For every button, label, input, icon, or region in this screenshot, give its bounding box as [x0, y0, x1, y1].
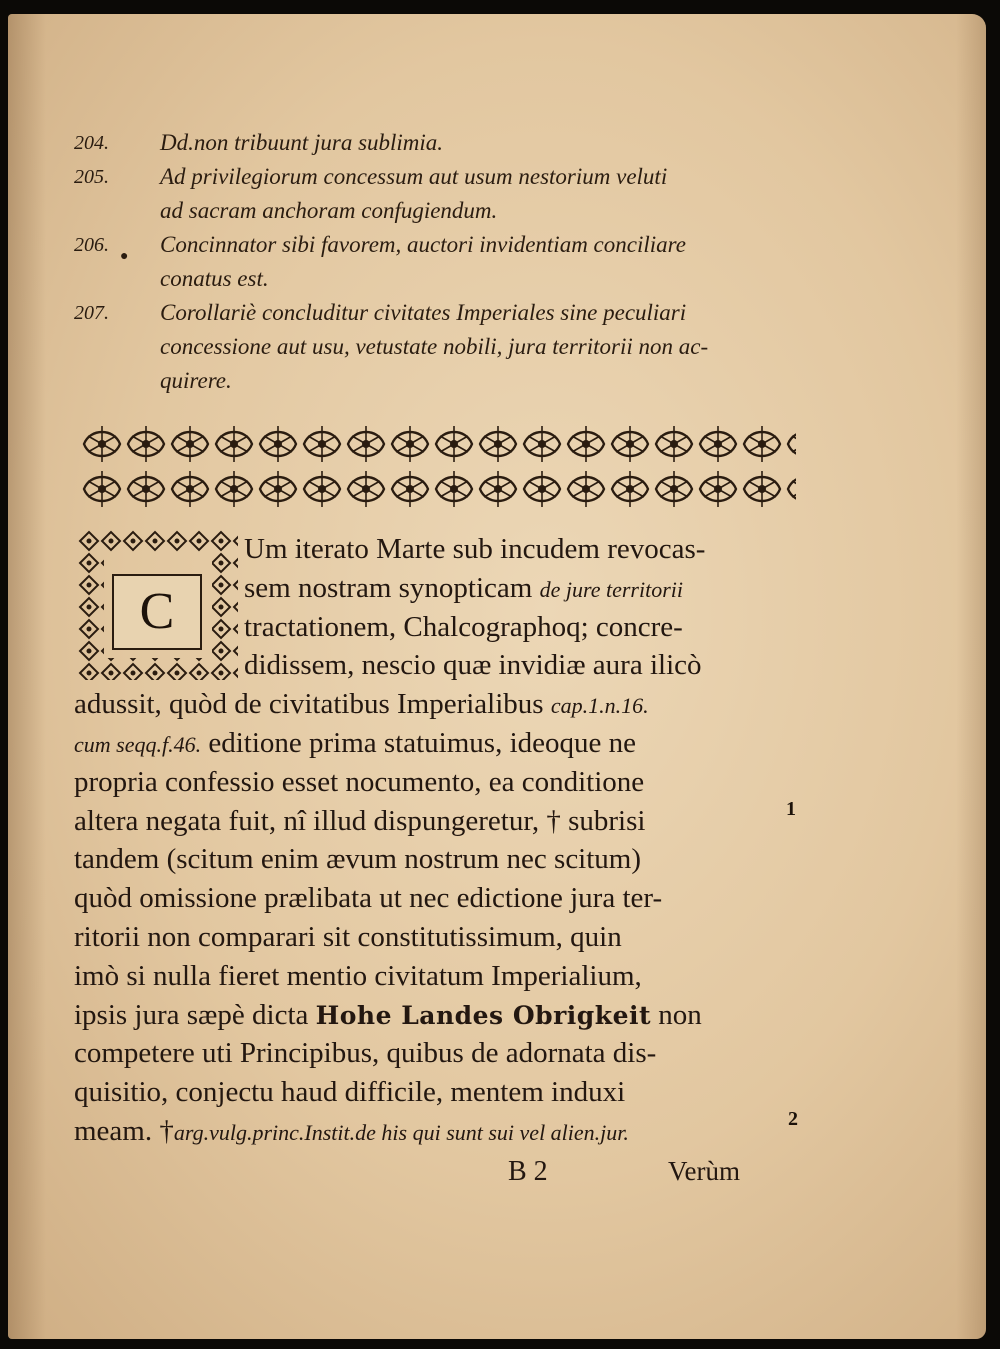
summary-text: ad sacram anchoram confugiendum. — [160, 198, 498, 223]
text-run: adussit, quòd de civitatibus Imperialibus — [74, 688, 551, 721]
text-line — [74, 840, 834, 879]
summary-number: 205. — [74, 166, 109, 188]
text-line — [74, 724, 834, 763]
catchword: Verùm — [668, 1156, 740, 1186]
page-shadow-right — [956, 14, 986, 1339]
citation: cum seqq.f.46. — [74, 731, 202, 757]
text-run: meam. † — [74, 1114, 174, 1147]
decorative-ornament-band — [80, 422, 796, 512]
text-line — [74, 608, 834, 647]
drop-cap-initial: C — [112, 574, 202, 650]
margin-note-number: 1 — [786, 798, 796, 820]
text-line — [74, 1034, 834, 1073]
summary-text: quirere. — [160, 368, 232, 393]
text-run: Um iterato Marte sub incudem revocas- — [244, 533, 706, 565]
book-page — [8, 14, 986, 1339]
summary-entry — [74, 364, 814, 398]
summary-text: Ad privilegiorum concessum aut usum nestorium veluti — [160, 164, 668, 189]
text-line — [74, 1112, 834, 1151]
main-text — [74, 530, 834, 1151]
text-run: competere uti Principibus, quibus de adornata dis- — [74, 1037, 657, 1070]
text-run: quisitio, conjectu haud difficile, mentem induxi — [74, 1076, 626, 1109]
text-line — [74, 918, 834, 957]
text-line — [74, 879, 834, 918]
summary-entry — [74, 330, 814, 364]
text-line — [74, 957, 834, 996]
text-line — [74, 996, 834, 1035]
signature-mark: B 2 — [508, 1156, 548, 1187]
text-run: ipsis jura sæpè dicta — [74, 998, 316, 1031]
summary-text: concessione aut usu, vetustate nobili, jura territorii non ac- — [160, 334, 709, 359]
summary-list — [74, 126, 814, 398]
text-run: propria confessio esset nocumento, ea conditione — [74, 765, 645, 798]
text-run: tractationem, Chalcographoq; concre- — [244, 610, 683, 643]
text-line — [74, 569, 834, 608]
citation: arg.vulg.princ.Instit.de his qui sunt sui vel alien.jur. — [173, 1119, 629, 1145]
bullet-marker: ● — [120, 249, 129, 264]
summary-text: Concinnator sibi favorem, auctori invidentiam conciliare — [160, 232, 686, 257]
text-run: quòd omissione prælibata ut nec edictione jura ter- — [74, 882, 663, 915]
text-run: imò si nulla fieret mentio civitatum Imperialium, — [74, 959, 642, 992]
text-run: ritorii non comparari sit constitutissimum, quin — [74, 920, 622, 953]
summary-text: Dd.non tribuunt jura sublimia. — [160, 130, 444, 155]
text-line — [74, 530, 834, 569]
summary-entry — [74, 126, 814, 160]
text-line — [74, 1073, 834, 1112]
blackletter-phrase: Hohe Landes Obrigkeit — [315, 1000, 652, 1030]
summary-text: conatus est. — [160, 266, 269, 291]
summary-entry — [74, 160, 814, 194]
text-run: sem nostram synopticam — [244, 571, 540, 604]
text-line — [74, 802, 834, 841]
summary-number: 206. — [74, 234, 109, 256]
citation: de jure territorii — [539, 576, 683, 602]
text-run: altera negata fuit, nî illud dispungeretur, † subrisi — [74, 804, 646, 837]
summary-number: 207. — [74, 302, 109, 324]
summary-entry — [74, 296, 814, 330]
text-run: editione prima statuimus, ideoque ne — [201, 726, 636, 759]
text-run: non — [651, 998, 702, 1031]
text-run: tandem (scitum enim ævum nostrum nec scitum) — [74, 843, 642, 876]
text-run: didissem, nescio quæ invidiæ aura ilicò — [244, 649, 702, 682]
summary-number: 204. — [74, 132, 109, 154]
citation: cap.1.n.16. — [550, 693, 649, 719]
summary-text: Corollariè concluditur civitates Imperiales sine peculiari — [160, 300, 687, 325]
text-line — [74, 685, 834, 724]
page-shadow-left — [8, 14, 46, 1339]
summary-entry — [74, 228, 814, 262]
margin-note-number: 2 — [788, 1108, 798, 1130]
text-line — [74, 646, 834, 685]
summary-entry — [74, 262, 814, 296]
text-line — [74, 763, 834, 802]
